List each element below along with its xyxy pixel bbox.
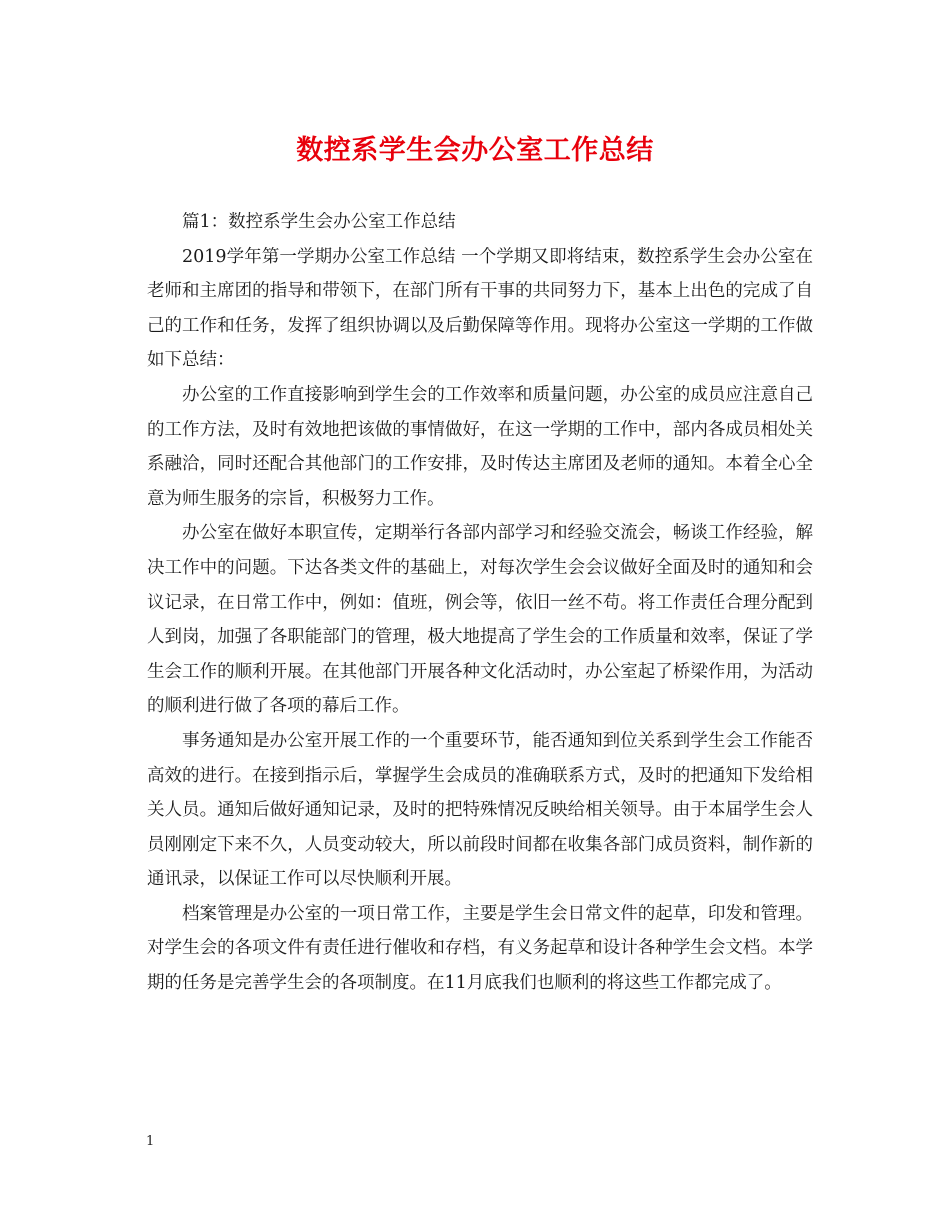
document-body — [147, 205, 813, 1001]
page-number: 1 — [146, 1134, 155, 1149]
paragraph: 2019学年第一学期办公室工作总结 一个学期又即将结束，数控系学生会办公室在老师和主席团的指导和带领下，在部门所有干事的共同努力下，基本上出色的完成了自己的工作和任务，发挥了组织协调以及后勤保障等作用。现将办公室这一学期的工作做如下总结： — [147, 246, 813, 371]
paragraph: 办公室的工作直接影响到学生会的工作效率和质量问题，办公室的成员应注意自己的工作方法，及时有效地把该做的事情做好，在这一学期的工作中，部内各成员相处关系融洽，同时还配合其他部门的工作安排，及时传达主席团及老师的通知。本着全心全意为师生服务的宗旨，积极努力工作。 — [147, 384, 813, 509]
section-heading: 篇1：数控系学生会办公室工作总结 — [182, 212, 456, 232]
paragraph: 事务通知是办公室开展工作的一个重要环节，能否通知到位关系到学生会工作能否高效的进行。在接到指示后，掌握学生会成员的准确联系方式，及时的把通知下发给相关人员。通知后做好通知记录，及时的把特殊情况反映给相关领导。由于本届学生会人员刚刚定下来不久，人员变动较大，所以前段时间都在收集各部门成员资料，制作新的通讯录，以保证工作可以尽快顺利开展。 — [147, 730, 813, 890]
paragraph: 档案管理是办公室的一项日常工作，主要是学生会日常文件的起草，印发和管理。对学生会的各项文件有责任进行催收和存档，有义务起草和设计各种学生会文档。本学期的任务是完善学生会的各项制度。在11月底我们也顺利的将这些工作都完成了。 — [147, 903, 813, 994]
page-title: 数控系学生会办公室工作总结 — [296, 135, 654, 166]
paragraph: 办公室在做好本职宣传，定期举行各部内部学习和经验交流会，畅谈工作经验，解决工作中的问题。下达各类文件的基础上，对每次学生会会议做好全面及时的通知和会议记录，在日常工作中，例如：值班，例会等，依旧一丝不苟。将工作责任合理分配到人到岗，加强了各职能部门的管理，极大地提高了学生会的工作质量和效率，保证了学生会工作的顺利开展。在其他部门开展各种文化活动时，办公室起了桥梁作用，为活动的顺利进行做了各项的幕后工作。 — [147, 523, 813, 717]
